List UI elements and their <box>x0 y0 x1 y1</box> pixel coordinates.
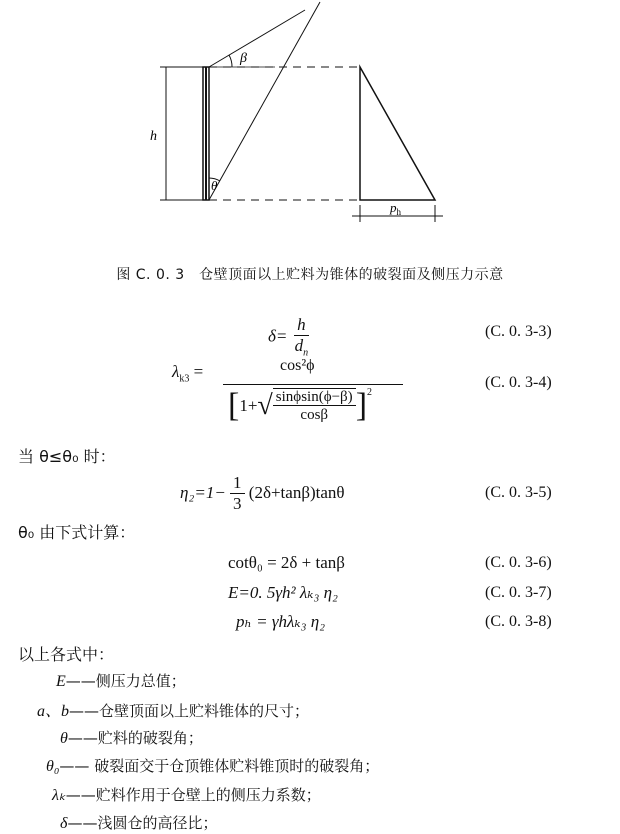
cone-surface-line <box>209 10 305 67</box>
equation-ph: pₕ = γhλₖ₃ η₂ <box>236 612 326 631</box>
calc-text: θ₀ 由下式计算： <box>18 523 136 542</box>
equation-number-4: (C. 0. 3-4) <box>485 374 552 391</box>
h-label: h <box>150 129 157 144</box>
equation-cot: cotθ₀ = 2δ + tanβ <box>228 553 345 572</box>
equation-number-7: (C. 0. 3-7) <box>485 584 552 601</box>
definition-item: λₖ——贮料作用于仓壁上的侧压力系数； <box>52 786 321 804</box>
beta-label: β <box>240 51 247 66</box>
beta-arc <box>229 55 232 67</box>
definitions-intro: 以上各式中： <box>18 645 115 664</box>
equation-number-5: (C. 0. 3-5) <box>485 484 552 501</box>
lambda-denominator: [1+√ $\frac{\sin\phi\sin(\phi-\beta)}{\cos\beta}$ ]$^2$ <box>228 387 373 424</box>
lambda-numerator: cos²ϕ <box>280 357 315 374</box>
equation-number-3: (C. 0. 3-3) <box>485 323 552 340</box>
definition-item: θ——贮料的破裂角； <box>60 729 203 747</box>
failure-plane-line <box>209 2 320 200</box>
condition-text: 当 θ≤θ₀ 时： <box>18 447 116 466</box>
equation-delta: δ= $\frac{h}{d_n}$ <box>268 315 309 359</box>
equation-E: E=0. 5γh² λₖ₃ η₂ <box>228 583 338 602</box>
figure-caption: 图 C. 0. 3 仓壁顶面以上贮料为锥体的破裂面及侧压力示意 <box>116 267 504 283</box>
definition-item: a、b——仓壁顶面以上贮料锥体的尺寸； <box>37 702 310 720</box>
equation-number-6: (C. 0. 3-6) <box>485 554 552 571</box>
ph-label: $p_h$ <box>390 200 401 217</box>
figure-diagram <box>0 0 620 230</box>
theta-label: θ <box>211 178 218 193</box>
definition-item: E——侧压力总值； <box>56 672 186 690</box>
definition-item: δ——浅圆仓的高径比； <box>60 814 218 832</box>
equation-number-8: (C. 0. 3-8) <box>485 613 552 630</box>
lambda-fraction-bar <box>223 384 403 385</box>
pressure-triangle <box>360 67 435 200</box>
equation-eta: η₂=1− $\frac{1}{3}$ (2δ+tanβ)tanθ <box>180 473 345 513</box>
equation-lambda: $\lambda_{k3}$ = <box>172 362 204 385</box>
definition-item: θ₀—— 破裂面交于仓顶锥体贮料锥顶时的破裂角； <box>46 757 380 775</box>
